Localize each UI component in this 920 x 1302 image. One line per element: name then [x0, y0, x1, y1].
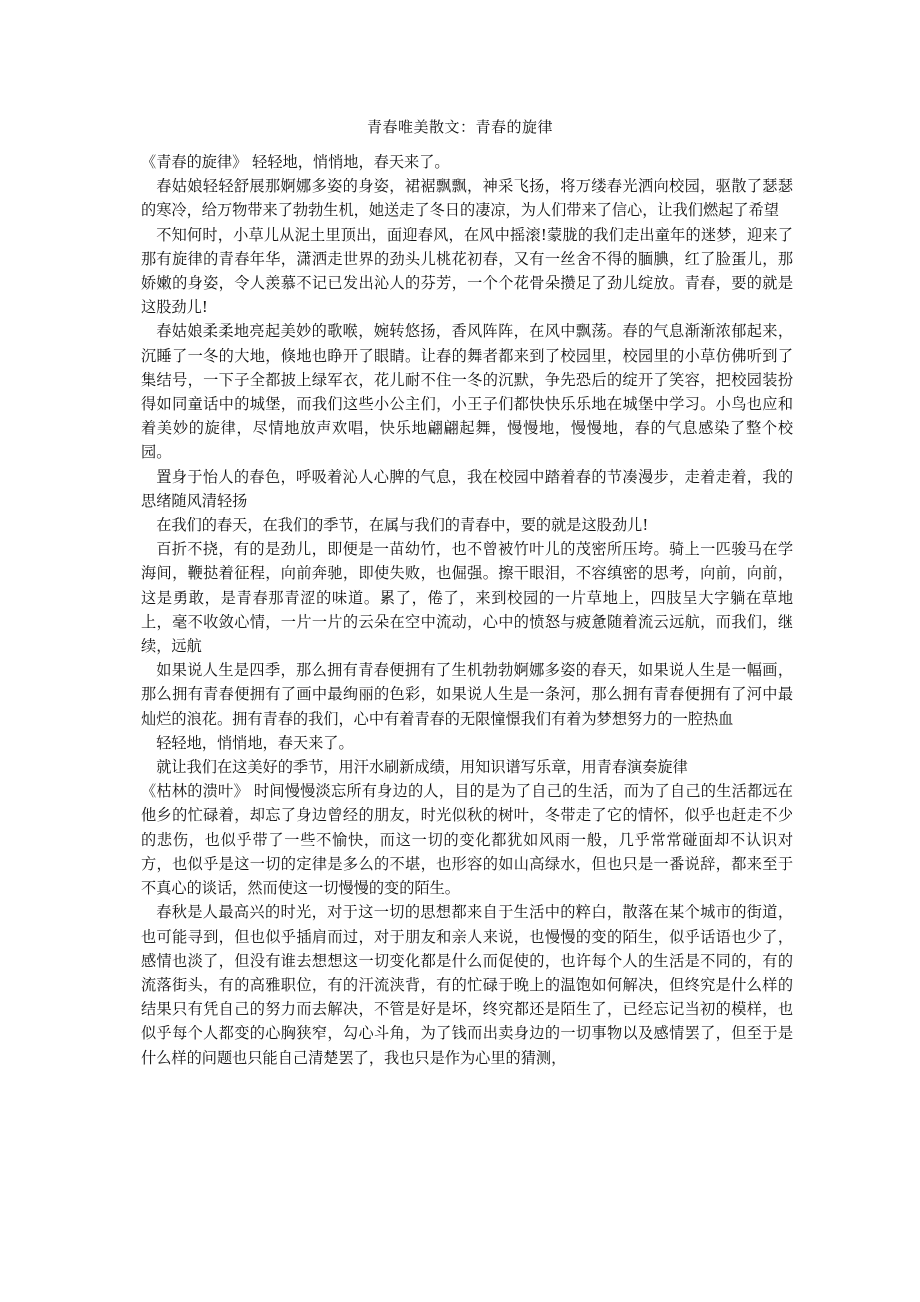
paragraph-4: 春姑娘柔柔地亮起美妙的歌喉，婉转悠扬，香风阵阵，在风中飘荡。春的气息渐渐浓郁起来，沉睡了一冬的大地，倏地也睁开了眼睛。让春的舞者都来到了校园里，校园里的小草仿佛听到了集结号，一下子全都披上绿军衣，花儿耐不住一冬的沉默，争先恐后的绽开了笑容，把校园装扮得如同童话中的城堡，而我们这些小公主们，小王子们都快快乐乐地在城堡中学习。小鸟也应和着美妙的旋律，尽情地放声欢唱，快乐地翩翩起舞，慢慢地，慢慢地，春的气息感染了整个校园。 [141, 322, 793, 462]
paragraph-8: 如果说人生是四季，那么拥有青春便拥有了生机勃勃婀娜多姿的春天，如果说人生是一幅画，那么拥有青春便拥有了画中最绚丽的色彩，如果说人生是一条河，那么拥有青春便拥有了河中最灿烂的浪花。拥有青春的我们，心中有着青春的无限憧憬我们有着为梦想努力的一腔热血 [141, 661, 793, 728]
document-title: 青春唯美散文：青春的旋律 [366, 118, 553, 136]
paragraph-11: 《枯林的溃叶》 时间慢慢淡忘所有身边的人，目的是为了自己的生活，而为了自己的生活都远在他乡的忙碌着，却忘了身边曾经的朋友，时光似秋的树叶，冬带走了它的情怀，似乎也赶走不少的悲伤，也似乎带了一些不愉快，而这一切的变化都犹如风雨一般，几乎常常碰面却不认识对方，也似乎是这一切的定律是多么的不堪，也形容的如山高绿水，但也只是一番说辞，都来至于不真心的谈话，然而使这一切慢慢的变的陌生。 [141, 782, 793, 898]
paragraph-1: 《青春的旋律》 轻轻地，悄悄地，春天来了。 [141, 153, 450, 171]
paragraph-6: 在我们的春天，在我们的季节，在属与我们的青春中，要的就是这股劲儿! [156, 516, 649, 535]
document-body [141, 150, 793, 1070]
paragraph-3: 不知何时，小草儿从泥土里顶出，面迎春风，在风中摇滚!蒙胧的我们走出童年的迷梦，迎来了那有旋律的青春年华，潇洒走世界的劲头儿桃花初春，又有一丝舍不得的腼腆，红了脸蛋儿，那娇嫩的身姿，令人羡慕不记已发出沁人的芬芳，一个个花骨朵攒足了劲儿绽放。青春，要的就是这股劲儿! [141, 225, 793, 317]
paragraph-5: 置身于怡人的春色，呼吸着沁人心脾的气息，我在校园中踏着春的节凑漫步，走着走着，我的思绪随风清轻扬 [141, 467, 793, 510]
paragraph-10: 就让我们在这美好的季节，用汗水刷新成绩，用知识谱写乐章，用青春演奏旋律 [156, 758, 688, 777]
paragraph-12: 春秋是人最高兴的时光，对于这一切的思想都来自于生活中的粹白，散落在某个城市的街道，也可能寻到，但也似乎插肩而过，对于朋友和亲人来说，也慢慢的变的陌生，似乎话语也少了，感情也淡了，但没有谁去想想这一切变化都是什么而促使的，也许每个人的生活是不同的，有的流落街头，有的高雅职位，有的汗流浃背，有的忙碌于晚上的温饱如何解决，但终究是什么样的结果只有凭自己的努力而去解决，不管是好是坏，终究都还是陌生了，已经忘记当初的模样，也似乎每个人都变的心胸狭窄，勾心斗角，为了钱而出卖身边的一切事物以及感情罢了，但至于是什么样的问题也只能自己清楚罢了，我也只是作为心里的猜测， [141, 903, 793, 1067]
paragraph-2: 春姑娘轻轻舒展那婀娜多姿的身姿，裙裾飘飘，神采飞扬，将万缕春光洒向校园，驱散了瑟瑟的寒冷，给万物带来了勃勃生机，她送走了冬日的凄凉，为人们带来了信心，让我们燃起了希望 [141, 177, 793, 220]
paragraph-7: 百折不挠，有的是劲儿，即便是一苗幼竹，也不曾被竹叶儿的茂密所压垮。骑上一匹骏马在学海间，鞭挞着征程，向前奔驰，即使失败，也倔强。擦干眼泪，不容缜密的思考，向前，向前，这是勇敢，是青春那青涩的味道。累了，倦了，来到校园的一片草地上，四肢呈大字躺在草地上，毫不收敛心情，一片一片的云朵在空中流动，心中的愤怒与疲惫随着流云远航，而我们，继续，远航 [141, 540, 793, 656]
paragraph-9: 轻轻地，悄悄地，春天来了。 [156, 733, 354, 752]
